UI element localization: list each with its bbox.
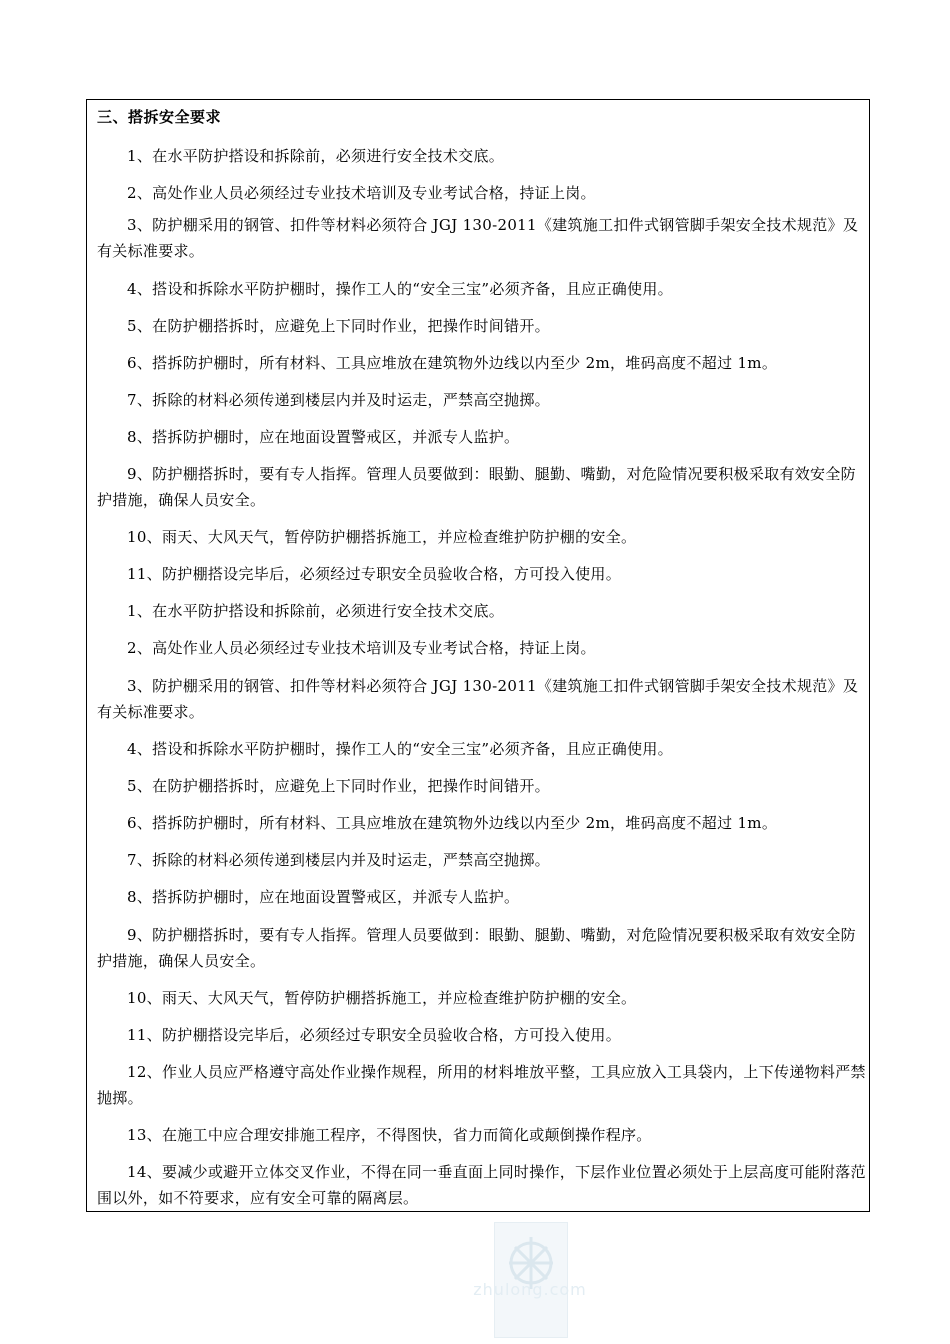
list-item: 2、高处作业人员必须经过专业技术培训及专业考试合格，持证上岗。 [127, 639, 596, 657]
list-item: 5、在防护棚搭拆时，应避免上下同时作业，把操作时间错开。 [127, 777, 550, 795]
list-item: 9、防护棚搭拆时，要有专人指挥。管理人员要做到：眼勤、腿勤、嘴勤，对危险情况要积极采取有效安全防护措施，确保人员安全。 [97, 465, 856, 509]
list-item: 9、防护棚搭拆时，要有专人指挥。管理人员要做到：眼勤、腿勤、嘴勤，对危险情况要积极采取有效安全防护措施，确保人员安全。 [97, 926, 856, 970]
list-item: 4、搭设和拆除水平防护棚时，操作工人的“安全三宝”必须齐备，且应正确使用。 [127, 740, 673, 758]
list-item: 14、要减少或避开立体交叉作业，不得在同一垂直面上同时操作，下层作业位置必须处于上层高度可能附落范围以外，如不符要求，应有安全可靠的隔离层。 [97, 1163, 866, 1207]
list-item: 3、防护棚采用的钢管、扣件等材料必须符合 JGJ 130-2011《建筑施工扣件式钢管脚手架安全技术规范》及有关标准要求。 [97, 216, 859, 260]
list-item: 10、雨天、大风天气，暂停防护棚搭拆施工，并应检查维护防护棚的安全。 [127, 528, 637, 546]
list-item: 4、搭设和拆除水平防护棚时，操作工人的“安全三宝”必须齐备，且应正确使用。 [127, 280, 673, 298]
list-item: 1、在水平防护搭设和拆除前，必须进行安全技术交底。 [127, 602, 505, 620]
list-item: 11、防护棚搭设完毕后，必须经过专职安全员验收合格，方可投入使用。 [127, 565, 621, 583]
list-item: 10、雨天、大风天气，暂停防护棚搭拆施工，并应检查维护防护棚的安全。 [127, 989, 637, 1007]
watermark-text: zhulong.com [473, 1280, 587, 1299]
list-item: 8、搭拆防护棚时，应在地面设置警戒区，并派专人监护。 [127, 888, 520, 906]
list-item: 7、拆除的材料必须传递到楼层内并及时运走，严禁高空抛掷。 [127, 851, 550, 869]
list-item: 11、防护棚搭设完毕后，必须经过专职安全员验收合格，方可投入使用。 [127, 1026, 621, 1044]
list-item: 2、高处作业人员必须经过专业技术培训及专业考试合格，持证上岗。 [127, 184, 596, 202]
list-item: 13、在施工中应合理安排施工程序，不得图快，省力而简化或颠倒操作程序。 [127, 1126, 652, 1144]
list-item: 7、拆除的材料必须传递到楼层内并及时运走，严禁高空抛掷。 [127, 391, 550, 409]
list-item: 6、搭拆防护棚时，所有材料、工具应堆放在建筑物外边线以内至少 2m，堆码高度不超过 1m。 [127, 814, 778, 832]
list-item: 12、作业人员应严格遵守高处作业操作规程，所用的材料堆放平整，工具应放入工具袋内，上下传递物料严禁抛掷。 [97, 1063, 866, 1107]
list-item: 5、在防护棚搭拆时，应避免上下同时作业，把操作时间错开。 [127, 317, 550, 335]
document-frame [86, 99, 870, 1212]
list-item: 3、防护棚采用的钢管、扣件等材料必须符合 JGJ 130-2011《建筑施工扣件式钢管脚手架安全技术规范》及有关标准要求。 [97, 677, 859, 721]
section-heading: 三、搭拆安全要求 [97, 108, 222, 126]
list-item: 8、搭拆防护棚时，应在地面设置警戒区，并派专人监护。 [127, 428, 520, 446]
list-item: 6、搭拆防护棚时，所有材料、工具应堆放在建筑物外边线以内至少 2m，堆码高度不超过 1m。 [127, 354, 778, 372]
list-item: 1、在水平防护搭设和拆除前，必须进行安全技术交底。 [127, 147, 505, 165]
